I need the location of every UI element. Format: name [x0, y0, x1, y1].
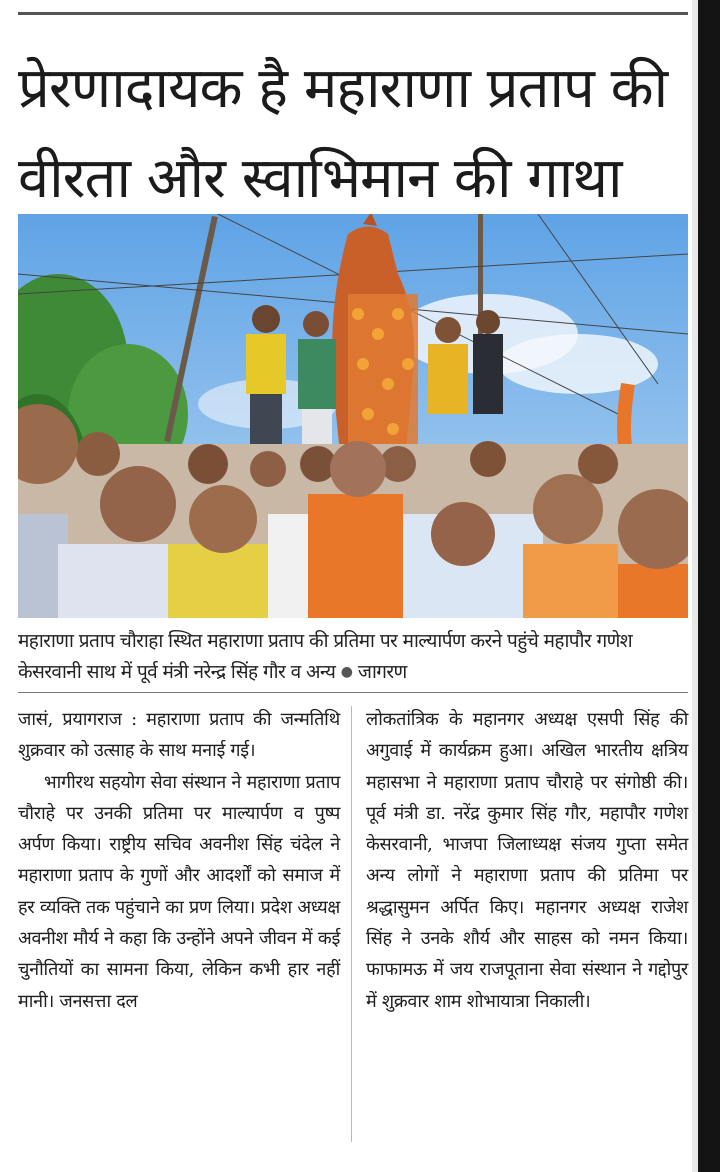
article-paragraph-1: जासं, प्रयागराज : महाराणा प्रताप की जन्मतिथि शुक्रवार को उत्साह के साथ मनाई गई। — [18, 709, 341, 762]
photo-caption — [18, 626, 688, 688]
news-photo — [18, 214, 688, 618]
article-lead: महाराणा प्रताप की जन्मतिथि शुक्रवार को उत्साह के साथ मनाई गई। — [18, 709, 341, 762]
photo-illustration — [18, 214, 688, 618]
headline-line-2: वीरता और स्वाभिमान की गाथा — [18, 146, 622, 211]
article-column-left — [18, 704, 340, 1017]
page-edge — [698, 0, 720, 1172]
top-rule — [18, 12, 688, 15]
article-paragraph-3: लोकतांत्रिक के महानगर अध्यक्ष एसपी सिंह की अगुवाई में कार्यक्रम हुआ। अखिल भारतीय क्षत्रिय महासभा ने महाराणा प्रताप चौराहे पर संगोष्ठी की। पूर्व मंत्री डा. नरेंद्र कुमार सिंह गौर, महापौर गणेश केसरवानी, भाजपा जिलाध्यक्ष संजय गुप्ता समेत अन्य लोगों ने महाराणा प्रताप की प्रतिमा पर श्रद्धासुमन अर्पित किए। महानगर अध्यक्ष राजेश सिंह ने उनके शौर्य और साहस को नमन किया। फाफामऊ में जय राजपूताना सेवा संस्थान ने गद्दोपुर में शुक्रवार शाम शोभायात्रा निकाली। — [366, 709, 688, 1012]
article-paragraph-2: भागीरथ सहयोग सेवा संस्थान ने महाराणा प्रताप चौराहे पर उनकी प्रतिमा पर माल्यार्पण व पुष्प अर्पण किया। राष्ट्रीय सचिव अवनीश सिंह चंदेल ने महाराणा प्रताप के गुणों और आदर्शों को समाज में हर व्यक्ति तक पहुंचाने का प्रण लिया। प्रदेश अध्यक्ष अवनीश मौर्य ने कहा कि उन्होंने अपने जीवन में कई चुनौतियों का सामना किया, लेकिन कभी हार नहीं मानी। जनसत्ता दल — [18, 771, 340, 1012]
headline — [18, 44, 693, 224]
dateline: जासं, प्रयागराज — [18, 709, 122, 730]
bullet-icon: ● — [340, 664, 353, 680]
article-column-right — [366, 704, 688, 1017]
caption-text: महाराणा प्रताप चौराहा स्थित महाराणा प्रताप की प्रतिमा पर माल्यार्पण करने पहुंचे महापौर गणेश केसरवानी साथ में पूर्व मंत्री नरेन्द्र सिंह गौर व अन्य — [18, 630, 633, 683]
headline-line-1: प्रेरणादायक है महाराणा प्रताप की — [18, 56, 668, 121]
caption-rule — [18, 692, 688, 693]
caption-credit: जागरण — [357, 661, 407, 683]
column-divider — [351, 706, 352, 1142]
